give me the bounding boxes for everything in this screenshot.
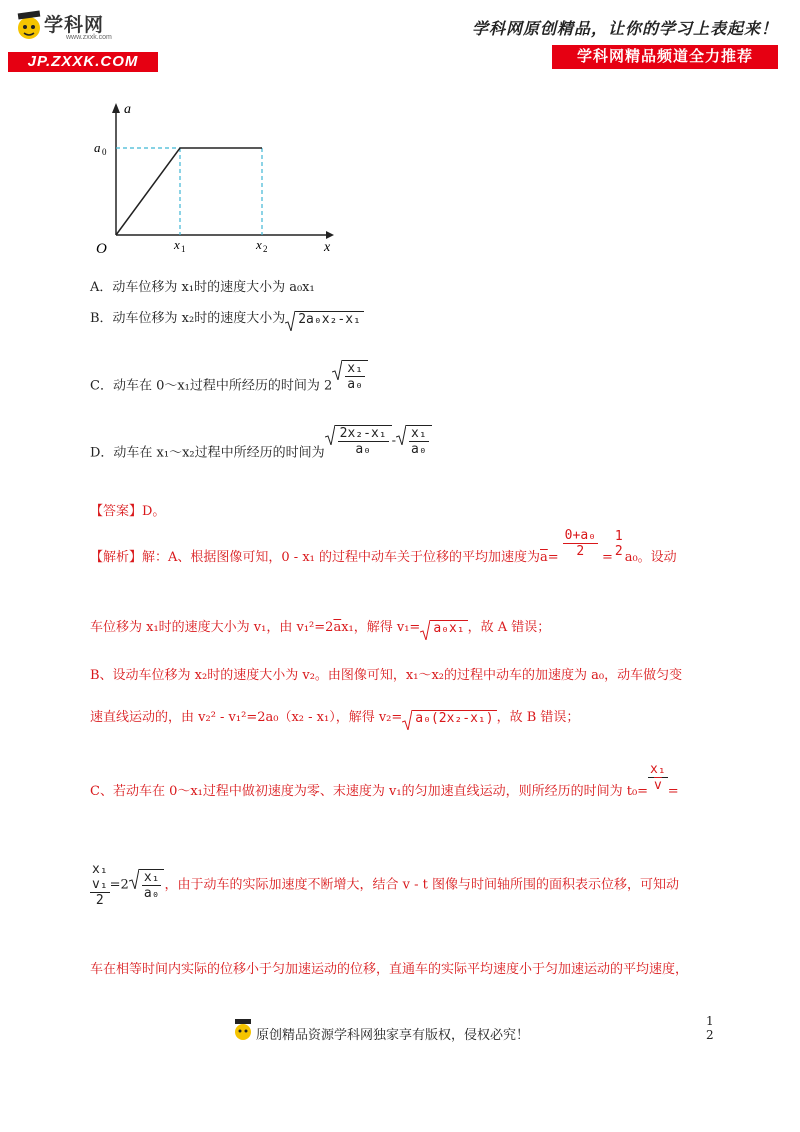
- analysis-1-eq: =: [547, 550, 559, 565]
- analysis-line-4: [90, 706, 579, 726]
- a0-sub: 0: [102, 147, 107, 157]
- option-d-num1: 2x₂-x₁: [339, 426, 387, 441]
- radical-icon: [396, 425, 406, 445]
- analysis-1-suffix: a₀。设动: [624, 550, 677, 565]
- sqrt-v2-body: a₀(2x₂-x₁): [412, 710, 496, 726]
- analysis-5-den: v: [653, 778, 662, 793]
- analysis-1-frac: [563, 528, 598, 559]
- sqrt-v1-body: a₀x₁: [430, 620, 467, 636]
- analysis-1-eq2: =: [601, 550, 613, 565]
- option-c: [90, 360, 368, 394]
- option-d: [90, 425, 432, 461]
- page-number-top: 1: [706, 1014, 714, 1028]
- answer: 【答案】D。: [90, 504, 166, 519]
- logo-url: www.zxxk.com: [66, 34, 112, 41]
- option-d-den2: a₀: [411, 442, 427, 457]
- analysis-2-mid: x₁，解得 v₁=: [341, 620, 421, 635]
- analysis-5-eq: =: [667, 784, 679, 799]
- analysis-2-text: 车位移为 x₁时的速度大小为 v₁，由 v₁²=2: [90, 620, 334, 635]
- sqrt-v2: [402, 710, 496, 726]
- sqrt-d2: [396, 425, 432, 457]
- logo-bar[interactable]: JP.ZXXK.COM: [8, 52, 158, 72]
- analysis-6-num2: v₁: [92, 877, 108, 892]
- sqrt-c: [332, 360, 368, 392]
- header-slogan: 学科网原创精品，让你的学习上表起来！: [471, 21, 778, 38]
- option-c-num: x₁: [347, 361, 363, 376]
- sqrt-t0-num: x₁: [143, 870, 160, 885]
- option-a: A．动车位移为 x₁时的速度大小为 a₀x₁: [90, 280, 315, 295]
- footer-mascot: [232, 1016, 254, 1048]
- radical-icon: [325, 425, 335, 445]
- analysis-6-suffix: ，由于动车的实际加速度不断增大，结合 v - t 图像与时间轴所围的面积表示位移，可知动: [164, 877, 679, 893]
- analysis-line-6: [90, 862, 679, 908]
- radical-icon: [420, 620, 430, 640]
- analysis-6-frac: [90, 862, 110, 908]
- option-d-den1: a₀: [355, 442, 371, 457]
- analysis-5-num: x₁: [650, 762, 666, 777]
- x1-label: x: [174, 237, 180, 252]
- analysis-1-frac-num: 0+a₀: [564, 528, 596, 543]
- sqrt-b: [285, 311, 364, 327]
- option-d-minus: -: [391, 433, 397, 449]
- y-axis-label: a: [124, 102, 131, 117]
- origin-label: O: [96, 241, 107, 255]
- x-axis-label: x: [324, 240, 331, 255]
- x2-sub: 2: [263, 244, 268, 254]
- sqrt-d1: [325, 425, 392, 457]
- acceleration-graph: [90, 95, 340, 255]
- option-c-den: a₀: [347, 377, 363, 392]
- sqrt-t0-den: a₀: [143, 886, 160, 901]
- analysis-1-half: [613, 529, 625, 559]
- x-axis-arrow: [326, 231, 334, 239]
- radical-icon: [129, 869, 139, 889]
- analysis-line-5: [90, 762, 679, 799]
- analysis-6-num: x₁: [92, 862, 108, 877]
- analysis-6-den: 2: [95, 893, 104, 908]
- option-d-text: D．动车在 x₁～x₂过程中所经历的时间为: [90, 445, 325, 461]
- analysis-2-suffix: ，故 A 错误；: [467, 620, 551, 635]
- sqrt-v1: [420, 620, 467, 636]
- radical-icon: [402, 710, 412, 730]
- radical-icon: [285, 311, 295, 331]
- option-b-text: B．动车位移为 x₂时的速度大小为: [90, 311, 286, 326]
- page-number-bottom: 2: [706, 1028, 714, 1042]
- y-axis-arrow: [112, 103, 120, 113]
- analysis-5-text: C、若动车在 0～x₁过程中做初速度为零、末速度为 v₁的匀加速直线运动，则所经历的时间为 t₀=: [90, 784, 649, 799]
- a-x-line: [116, 148, 262, 235]
- radical-icon: [332, 360, 342, 380]
- sqrt-b-body: 2a₀x₂-x₁: [295, 311, 364, 327]
- mascot-icon: [232, 1016, 254, 1044]
- footer-copyright: 原创精品资源学科网独家享有版权，侵权必究！: [256, 1028, 530, 1043]
- x2-label: x: [256, 237, 262, 252]
- analysis-line-7: 车在相等时间内实际的位移小于匀加速运动的位移，直通车的实际平均速度小于匀加速运动的平均速度，: [90, 962, 689, 977]
- analysis-6-eq: =2: [109, 877, 129, 893]
- option-b: [90, 307, 364, 327]
- analysis-1-half-num: 1: [614, 528, 623, 544]
- analysis-2-abar: $\overline{a}$: [333, 620, 342, 635]
- logo-name: 学科网: [44, 15, 105, 36]
- a0-label: a: [94, 140, 101, 155]
- analysis-1-half-den: 2: [614, 543, 623, 559]
- analysis-4-text: 速直线运动的，由 v₂² - v₁²=2a₀（x₂ - x₁），解得 v₂=: [90, 710, 403, 725]
- analysis-5-frac: [648, 762, 668, 793]
- mascot-icon: [12, 8, 46, 42]
- option-c-text: C．动车在 0～x₁过程中所经历的时间为 2: [90, 378, 333, 394]
- recommend-banner: 学科网精品频道全力推荐: [552, 45, 778, 69]
- analysis-line-3: B、设动车位移为 x₂时的速度大小为 v₂。由图像可知，x₁～x₂的过程中动车的加速度为 a₀，动车做匀变: [90, 668, 683, 683]
- analysis-1-frac-den: 2: [576, 544, 585, 559]
- analysis-4-suffix: ，故 B 错误；: [496, 710, 580, 725]
- option-d-num2: x₁: [411, 426, 427, 441]
- sqrt-t0: [129, 869, 165, 901]
- analysis-line-2: [90, 616, 550, 636]
- page-number: [706, 1014, 714, 1042]
- analysis-line-1: [90, 528, 677, 565]
- x1-sub: 1: [181, 244, 186, 254]
- analysis-1-text: 【解析】解：A、根据图像可知，0 - x₁ 的过程中动车关于位移的平均加速度为: [90, 550, 540, 565]
- analysis-1-abar: $\overline{a}$: [540, 550, 548, 565]
